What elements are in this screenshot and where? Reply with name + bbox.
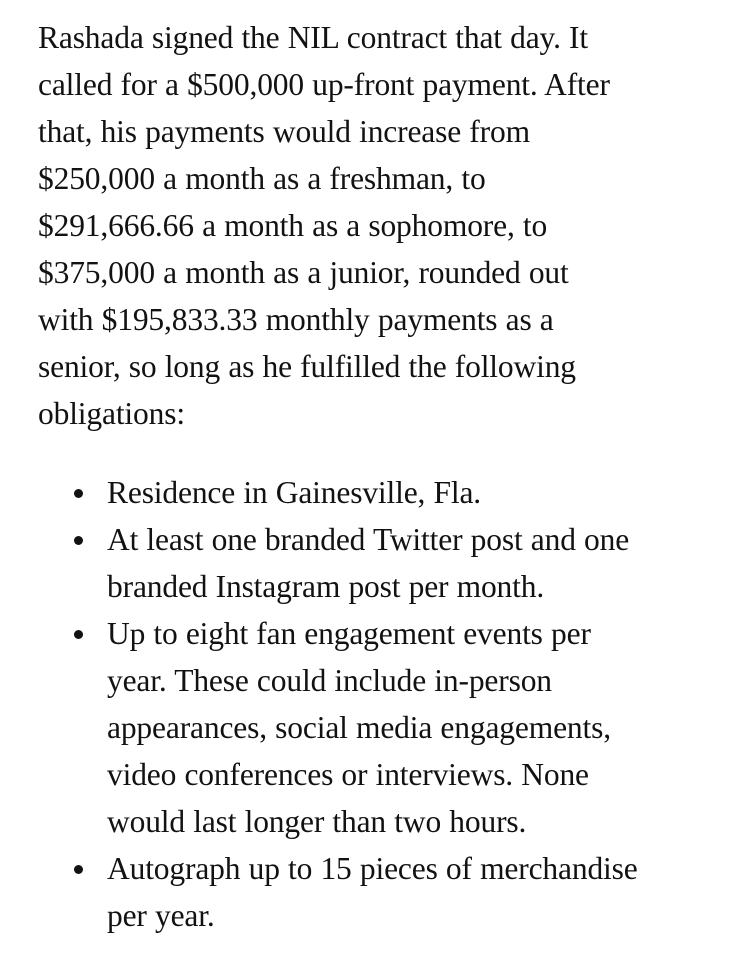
obligation-line: Up to eight fan engagement events per	[107, 616, 591, 651]
obligation-item-social-posts	[38, 516, 718, 610]
obligation-line: Autograph up to 15 pieces of merchandise	[107, 851, 638, 886]
obligation-line: At least one branded Twitter post and one	[107, 522, 630, 557]
obligation-line: appearances, social media engagements,	[107, 710, 611, 745]
obligation-item-fan-events	[38, 610, 718, 845]
paragraph-line: that, his payments would increase from	[38, 114, 530, 149]
paragraph-line: $250,000 a month as a freshman, to	[38, 161, 486, 196]
paragraph-line: $375,000 a month as a junior, rounded out	[38, 255, 569, 290]
paragraph-line: $291,666.66 a month as a sophomore, to	[38, 208, 548, 243]
paragraph-line: obligations:	[38, 396, 185, 431]
obligation-item-autographs	[38, 845, 718, 939]
obligation-line: year. These could include in-person	[107, 663, 552, 698]
obligation-line: Residence in Gainesville, Fla.	[107, 475, 482, 510]
obligation-line: video conferences or interviews. None	[107, 757, 589, 792]
obligation-line: would last longer than two hours.	[107, 804, 527, 839]
contract-paragraph	[38, 14, 718, 437]
obligation-item-residence	[38, 469, 718, 516]
obligation-line: branded Instagram post per month.	[107, 569, 545, 604]
paragraph-line: with $195,833.33 monthly payments as a	[38, 302, 554, 337]
bullet-icon	[74, 536, 83, 545]
paragraph-line: senior, so long as he fulfilled the following	[38, 349, 576, 384]
bullet-icon	[74, 630, 83, 639]
bullet-icon	[74, 865, 83, 874]
obligations-list	[38, 469, 718, 939]
obligation-line: per year.	[107, 898, 215, 933]
paragraph-line: Rashada signed the NIL contract that day. It	[38, 20, 588, 55]
paragraph-line: called for a $500,000 up-front payment. After	[38, 67, 610, 102]
bullet-icon	[74, 489, 83, 498]
article-body	[38, 14, 718, 939]
